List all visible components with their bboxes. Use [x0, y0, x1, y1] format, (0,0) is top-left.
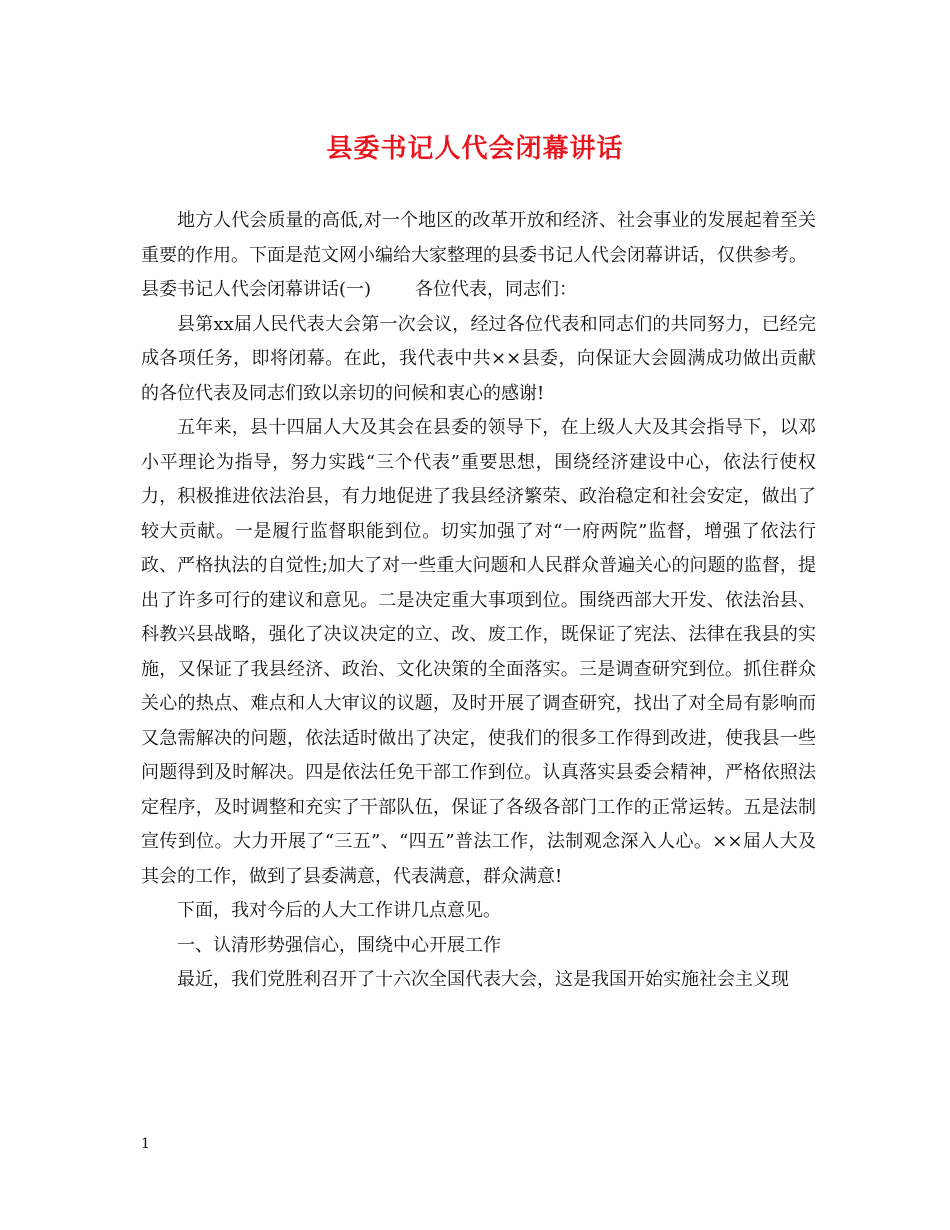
page-number: 1	[141, 1136, 150, 1152]
intro-paragraph: 地方人代会质量的高低,对一个地区的改革开放和经济、社会事业的发展起着至关重要的作用。下面是范文网小编给大家整理的县委书记人代会闭幕讲话，仅供参考。	[141, 210, 816, 266]
paragraph-recent: 最近，我们党胜利召开了十六次全国代表大会，这是我国开始实施社会主义现	[177, 969, 789, 990]
section-heading: 县委书记人代会闭幕讲话(一)	[141, 279, 372, 300]
paragraph-opening: 县第xx届人民代表大会第一次会议，经过各位代表和同志们的共同努力，已经完成各项任务，即将闭幕。在此，我代表中共××县委，向保证大会圆满成功做出贡献的各位代表及同志们致以亲切的问候和衷心的感谢!	[141, 313, 816, 404]
document-body	[141, 204, 816, 998]
paragraph-achievements: 五年来，县十四届人大及其会在县委的领导下，在上级人大及其会指导下，以邓小平理论为指导，努力实践“三个代表”重要思想，围绕经济建设中心，依法行使权力，积极推进依法治县，有力地促进了我县经济繁荣、政治稳定和社会安定，做出了较大贡献。一是履行监督职能到位。切实加强了对“一府两院”监督，增强了依法行政、严格执法的自觉性;加大了对一些重大问题和人民群众普遍关心的问题的监督，提出了许多可行的建议和意见。二是决定重大事项到位。围绕西部大开发、依法治县、科教兴县战略，强化了决议决定的立、改、废工作，既保证了宪法、法律在我县的实施，又保证了我县经济、政治、文化决策的全面落实。三是调查研究到位。抓住群众关心的热点、难点和人大审议的议题，及时开展了调查研究，找出了对全局有影响而又急需解决的问题，依法适时做出了决定，使我们的很多工作得到改进，使我县一些问题得到及时解决。四是依法任免干部工作到位。认真落实县委会精神，严格依照法定程序，及时调整和充实了干部队伍，保证了各级各部门工作的正常运转。五是法制宣传到位。大力开展了“三五”、“四五”普法工作，法制观念深入人心。××届人大及其会的工作，做到了县委满意，代表满意，群众满意!	[141, 417, 816, 887]
document-title: 县委书记人代会闭幕讲话	[326, 134, 624, 164]
paragraph-transition: 下面，我对今后的人大工作讲几点意见。	[177, 900, 501, 921]
salutation: 各位代表，同志们：	[415, 279, 578, 300]
paragraph-point-one-heading: 一、认清形势强信心，围绕中心开展工作	[177, 934, 501, 956]
section-heading-line	[141, 273, 816, 308]
